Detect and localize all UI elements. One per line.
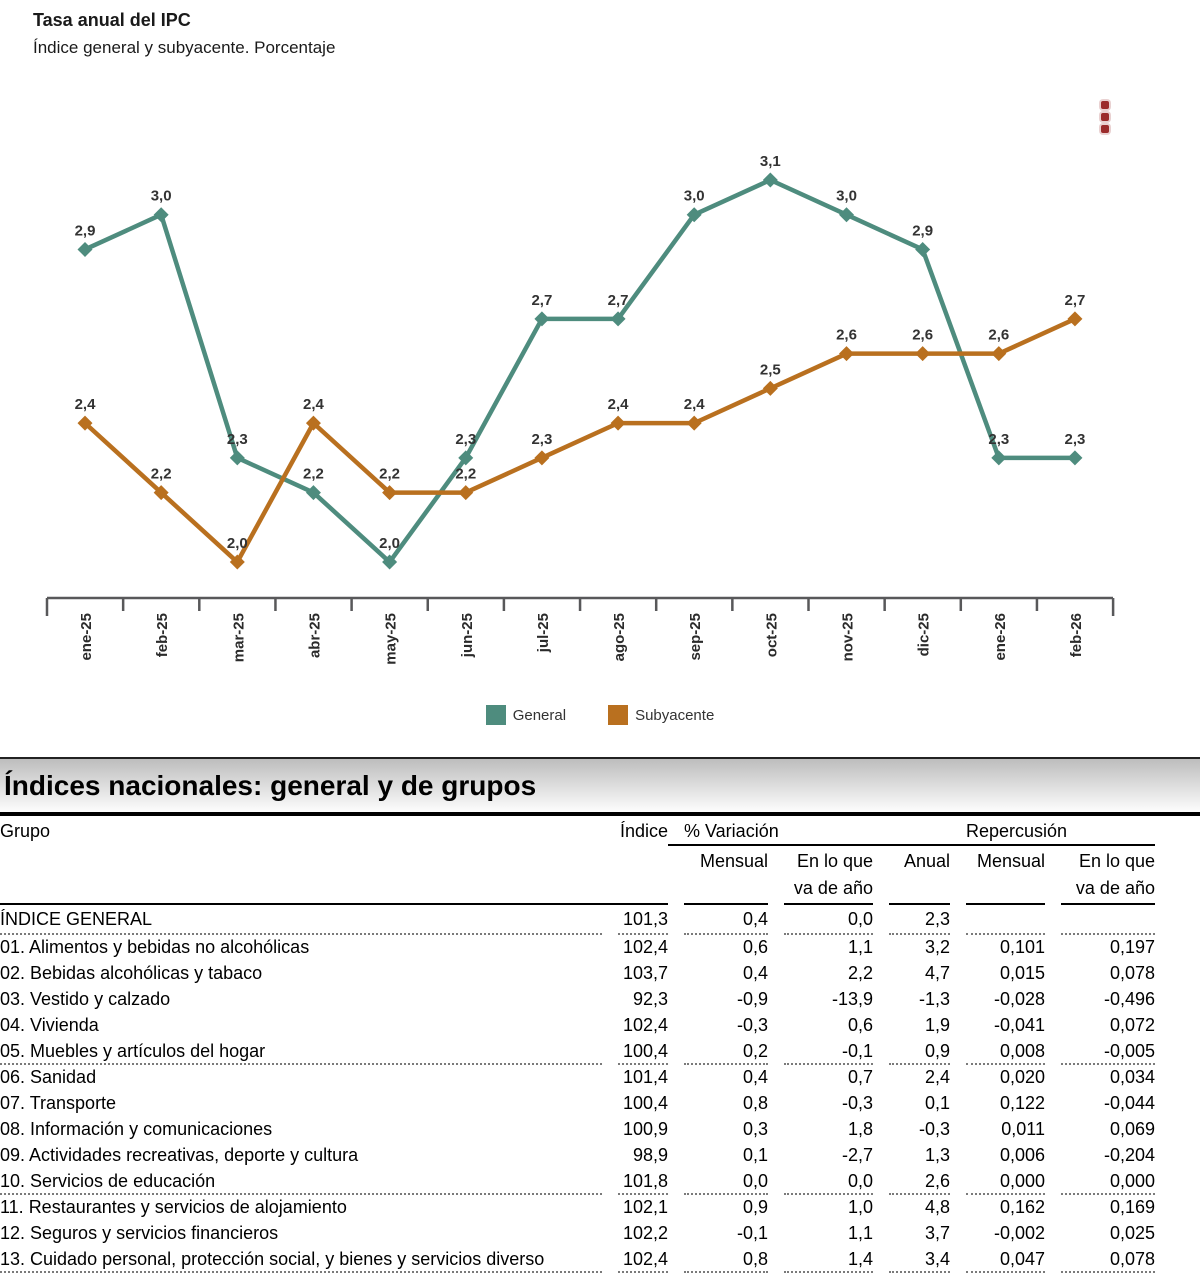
legend-item-general[interactable] [486,705,566,725]
cell-indice: 101,3 [602,905,668,935]
series-marker-general [991,450,1006,465]
spacer [1155,1195,1200,1221]
legend-swatch-icon [486,705,506,725]
cell-grupo: 01. Alimentos y bebidas no alcohólicas [0,937,310,957]
cell-rep-acumulada: -0,044 [1103,1093,1155,1113]
cell-var-anual: 2,6 [873,1169,950,1195]
column-header-rep-va-de-ano: va de año [1045,875,1155,905]
cell-rep-acumulada: -0,005 [1045,1039,1155,1065]
cell-rep-mensual: -0,041 [993,1015,1045,1035]
spacer [1155,1117,1200,1143]
table-row [0,1247,1200,1273]
spacer [1155,1013,1200,1039]
column-header-indice: Índice [619,821,668,841]
cell-var-mensual: 0,4 [742,963,768,983]
table-row [0,1169,1200,1195]
cell-var-anual: 4,8 [924,1197,950,1217]
cell-var-acumulada: 0,6 [847,1015,873,1035]
column-header-var-acumulada: En lo que [796,851,873,871]
cell-var-mensual: 0,0 [668,1169,768,1195]
legend-swatch-icon [608,705,628,725]
cell-indice: 102,4 [622,1015,668,1035]
cell-var-mensual: -0,9 [736,989,768,1009]
cell-rep-mensual: 0,008 [950,1039,1045,1065]
x-axis [47,598,1113,616]
cell-var-acumulada: 2,2 [847,963,873,983]
x-axis-label: abr-25 [306,613,324,659]
cell-rep-acumulada: 0,025 [1109,1223,1155,1243]
cell-var-mensual: 0,4 [742,1067,768,1087]
series-marker-general [763,173,778,188]
cell-rep-acumulada: 0,078 [1045,1247,1155,1273]
cell-grupo: 12. Seguros y servicios financieros [0,1223,279,1243]
cell-rep-mensual: 0,122 [999,1093,1045,1113]
cell-indice: 100,9 [622,1119,668,1139]
cell-indice: 92,3 [632,989,668,1009]
data-label: 3,0 [683,187,705,205]
x-axis-label: oct-25 [763,613,781,658]
cell-var-acumulada: -13,9 [831,989,873,1009]
cell-rep-acumulada: 0,169 [1109,1197,1155,1217]
spacer [1155,1169,1200,1195]
cell-rep-mensual: 0,162 [999,1197,1045,1217]
x-axis-label: jun-25 [458,613,476,658]
series-marker-general [230,450,245,465]
series-marker-subyacente [915,346,930,361]
section-title: Índices nacionales: general y de grupos [4,769,537,801]
cell-indice: 101,8 [602,1169,668,1195]
cell-rep-acumulada: -0,204 [1103,1145,1155,1165]
series-marker-general [78,242,93,257]
chart-context-menu-icon[interactable] [1101,101,1111,137]
cell-indice: 101,4 [622,1067,668,1087]
data-label: 2,0 [379,535,401,553]
x-axis-label: mar-25 [230,613,248,663]
data-label: 2,4 [303,396,324,414]
cell-var-mensual: -0,3 [736,1015,768,1035]
cell-rep-mensual: 0,006 [999,1145,1045,1165]
cell-grupo: 02. Bebidas alcohólicas y tabaco [0,963,263,983]
data-label: 2,3 [455,430,477,448]
cell-rep-mensual: 0,020 [999,1067,1045,1087]
data-label: 2,6 [988,326,1010,344]
cell-rep-acumulada: 0,197 [1109,937,1155,957]
table-row [0,1117,1200,1143]
chart-subtitle: Índice general y subyacente. Porcentaje [33,38,336,57]
series-marker-subyacente [534,450,549,465]
menu-dot-icon [1101,101,1109,109]
x-axis-label: feb-26 [1067,613,1085,658]
cell-var-anual: 3,2 [924,937,950,957]
table-row [0,1143,1200,1169]
cell-grupo: 06. Sanidad [0,1067,97,1087]
table-header-row-3 [0,875,1200,905]
menu-dot-icon [1101,125,1109,133]
data-label: 2,7 [531,291,553,309]
column-header-rep-acumulada: En lo que [1078,851,1155,871]
cell-indice: 102,1 [622,1197,668,1217]
cell-rep-acumulada: 0,034 [1109,1067,1155,1087]
cell-var-mensual: 0,8 [668,1247,768,1273]
series-marker-subyacente [458,485,473,500]
data-label: 2,7 [1064,291,1086,309]
cell-grupo: 03. Vestido y calzado [0,989,171,1009]
data-label: 3,1 [759,153,781,170]
data-label: 2,4 [607,396,629,414]
spacer [1155,816,1200,848]
chart-title: Tasa anual del IPC [33,10,191,30]
data-label: 2,3 [1064,430,1086,448]
x-axis-label: ago-25 [611,613,629,662]
x-axis-label: ene-25 [78,613,95,661]
cell-grupo: ÍNDICE GENERAL [0,905,602,935]
table-row [0,1221,1200,1247]
legend-label: Subyacente [635,706,715,724]
series-marker-subyacente [1067,311,1082,326]
cell-var-mensual: 0,9 [742,1197,768,1217]
cell-var-mensual: 0,8 [742,1093,768,1113]
spacer [1155,1247,1200,1273]
cell-grupo: 11. Restaurantes y servicios de alojamiento [0,1197,347,1217]
spacer [1155,935,1200,961]
cell-var-anual: 3,4 [873,1247,950,1273]
cell-rep-acumulada [1045,905,1155,935]
cell-rep-acumulada: 0,078 [1109,963,1155,983]
table-row [0,987,1200,1013]
cell-rep-mensual: 0,011 [1001,1119,1045,1139]
table-header-row-2 [0,848,1200,875]
data-label: 2,6 [836,326,857,344]
cell-rep-acumulada: 0,000 [1045,1169,1155,1195]
table-row [0,1195,1200,1221]
data-label: 3,0 [150,187,172,205]
data-label: 2,0 [226,535,248,553]
series-marker-general [915,242,930,257]
cell-var-acumulada: 0,7 [847,1067,873,1087]
cell-var-anual: 0,9 [873,1039,950,1065]
table-row [0,1039,1200,1065]
data-label: 2,6 [912,326,934,344]
data-label: 2,5 [759,361,781,379]
cell-indice: 102,2 [622,1223,668,1243]
cell-var-anual: -1,3 [918,989,950,1009]
data-label: 2,2 [303,465,324,483]
data-label: 2,9 [74,222,96,240]
legend-item-subyacente[interactable] [608,705,714,725]
table-row [0,905,1200,935]
cell-var-acumulada: -0,1 [768,1039,873,1065]
spacer [1155,987,1200,1013]
cell-indice: 102,4 [602,1247,668,1273]
cell-indice: 103,7 [622,963,668,983]
cell-var-acumulada: 1,0 [847,1197,873,1217]
cell-var-acumulada: -0,3 [841,1093,873,1113]
column-header-rep-mensual: Mensual [976,851,1045,871]
cell-rep-acumulada: 0,069 [1109,1119,1155,1139]
data-label: 2,4 [74,396,96,414]
column-header-anual: Anual [903,851,950,871]
series-marker-general [154,207,169,222]
section-header-band [0,759,1200,816]
spacer [1155,1221,1200,1247]
spacer [1155,1091,1200,1117]
cell-rep-acumulada: 0,072 [1109,1015,1155,1035]
data-label: 2,9 [912,222,934,240]
cell-indice: 102,4 [622,937,668,957]
cell-var-anual: -0,3 [918,1119,950,1139]
cell-grupo: 09. Actividades recreativas, deporte y cultura [0,1145,359,1165]
cell-var-anual: 0,1 [924,1093,950,1113]
x-axis-label: may-25 [382,613,400,665]
table-row [0,1091,1200,1117]
cell-rep-mensual: 0,015 [999,963,1045,983]
cell-rep-mensual: 0,101 [999,937,1045,957]
cell-var-mensual: 0,2 [668,1039,768,1065]
x-axis-label: nov-25 [839,613,857,662]
cell-grupo: 05. Muebles y artículos del hogar [0,1039,602,1065]
table-row [0,961,1200,987]
spacer [1155,1143,1200,1169]
cell-var-acumulada: -2,7 [841,1145,873,1165]
data-label: 2,2 [150,465,172,483]
cell-indice: 100,4 [602,1039,668,1065]
column-header-repercusion: Repercusión [950,816,1155,848]
cell-var-mensual: 0,1 [742,1145,768,1165]
data-label: 2,3 [226,430,248,448]
cell-rep-mensual: 0,047 [950,1247,1045,1273]
x-axis-label: jul-25 [534,613,552,653]
cell-var-anual: 1,3 [924,1145,950,1165]
series-marker-subyacente [687,416,702,431]
x-axis-label: dic-25 [915,613,933,657]
cell-rep-mensual [950,905,1045,935]
cell-var-mensual: 0,3 [742,1119,768,1139]
column-header-var-mensual: Mensual [699,851,768,871]
data-label: 2,7 [607,291,629,309]
series-marker-subyacente [763,381,778,396]
table-section [0,757,1200,1273]
cell-var-acumulada: 1,8 [847,1119,873,1139]
series-marker-general [839,207,854,222]
table-row [0,1013,1200,1039]
cell-var-anual: 1,9 [924,1015,950,1035]
table-header-row-1 [0,816,1200,848]
cell-grupo: 04. Vivienda [0,1015,99,1035]
cell-var-mensual: -0,1 [736,1223,768,1243]
cell-var-acumulada: 0,0 [768,1169,873,1195]
data-label: 2,2 [379,465,401,483]
cell-var-acumulada: 1,4 [768,1247,873,1273]
column-header-grupo: Grupo [0,821,51,841]
cell-grupo: 08. Información y comunicaciones [0,1119,273,1139]
cell-var-acumulada: 0,0 [768,905,873,935]
cell-grupo: 13. Cuidado personal, protección social, y bienes y servicios diverso [0,1247,602,1273]
spacer [1155,905,1200,935]
cell-var-anual: 4,7 [924,963,950,983]
cell-var-mensual: 0,4 [668,905,768,935]
x-axis-label: feb-25 [154,613,172,658]
cell-rep-mensual: -0,028 [993,989,1045,1009]
cell-var-anual: 2,4 [924,1067,950,1087]
data-label: 3,0 [836,187,857,205]
cell-indice: 100,4 [622,1093,668,1113]
legend-label: General [512,706,567,724]
cell-rep-mensual: -0,002 [993,1223,1045,1243]
cell-var-anual: 2,3 [873,905,950,935]
series-marker-general [1067,450,1082,465]
cell-grupo: 10. Servicios de educación [0,1169,602,1195]
chart-legend [0,705,1200,725]
column-header-variacion: % Variación [668,816,950,848]
data-label: 2,2 [455,465,477,483]
data-label: 2,3 [988,430,1010,448]
series-marker-subyacente [991,346,1006,361]
x-axis-label: ene-26 [991,613,1009,661]
table-row [0,1065,1200,1091]
x-axis-label: sep-25 [687,613,705,661]
table-body [0,905,1200,1273]
spacer [1155,961,1200,987]
data-label: 2,4 [683,396,705,414]
table-row [0,935,1200,961]
cell-rep-mensual: 0,000 [950,1169,1045,1195]
menu-dot-icon [1101,113,1109,121]
column-header-var-va-de-ano: va de año [768,875,873,905]
cell-var-anual: 3,7 [924,1223,950,1243]
cell-var-mensual: 0,6 [742,937,768,957]
spacer [1155,1039,1200,1065]
data-label: 2,3 [531,430,553,448]
series-marker-subyacente [839,346,854,361]
series-marker-subyacente [611,416,626,431]
cell-rep-acumulada: -0,496 [1103,989,1155,1009]
cell-var-acumulada: 1,1 [847,937,873,957]
spacer [1155,1065,1200,1091]
cell-grupo: 07. Transporte [0,1093,117,1113]
cell-var-acumulada: 1,1 [847,1223,873,1243]
cell-indice: 98,9 [632,1145,668,1165]
